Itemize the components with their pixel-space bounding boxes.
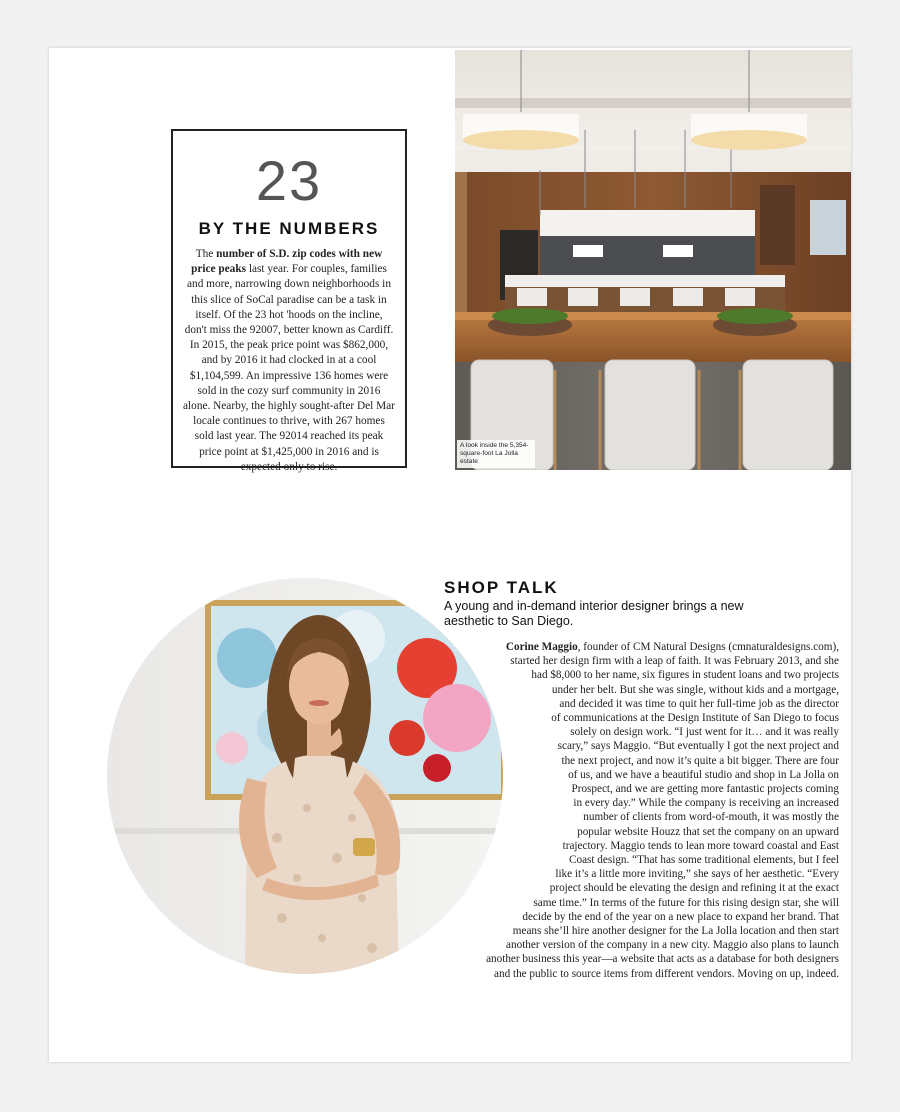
article-line: popular website Houzz that set the company on an upward xyxy=(577,825,839,838)
kitchen-illustration xyxy=(455,50,851,470)
shop-talk-subtitle: A young and in-demand interior designer brings a new aesthetic to San Diego. xyxy=(444,599,744,628)
numbers-lead-bold: number of S.D. zip codes with new price peaks xyxy=(191,248,383,276)
article-line: and the public to source items from different vendors. Moving on up, indeed. xyxy=(494,967,839,980)
article-line: number of clients from word-of-mouth, it was mostly the xyxy=(583,811,839,824)
photo-caption: A look inside the 5,354-square-foot La Jolla estate xyxy=(457,440,535,468)
article-line: like it’s a little more inviting,” she says of her aesthetic. “Every xyxy=(555,868,839,881)
article-line: trajectory. Maggio tends to lean more toward coastal and East xyxy=(562,839,839,852)
shop-talk-title: SHOP TALK xyxy=(444,578,559,597)
article-line: in every day.” While the company is receiving an increased xyxy=(573,797,839,810)
article-body xyxy=(439,640,839,981)
numbers-heading: BY THE NUMBERS xyxy=(198,219,380,238)
article-line: project should be elevating the design and refining it at the exact xyxy=(549,882,839,895)
numbers-body-rest: last year. For couples, families and more, narrowing down neighborhoods in this slice of SoCal paradise can be a task in itself. Of the 23 hot 'hoods on the incline, don't miss the 92007, better known as Cardiff. In 2015, the peak price point was $862,000, and by 2016 it had clocked in at a cool $1,104,599. An impressive 136 homes were sold in the cozy surf community in 2016 alone. Nearby, the highly sought-after Del Mar locale continues to thrive, with 267 homes sold last year. The 92014 reached its peak price point at $1,425,000 in 2016 and is expected only to rise. xyxy=(183,263,395,473)
article-line: solely on design work. “I just went for it… and it was really xyxy=(570,726,839,739)
article-line: another version of the company in a new city. Maggio also plans to launch xyxy=(506,939,839,952)
article-line xyxy=(439,640,839,654)
magazine-page xyxy=(49,48,851,1062)
article-line: another business this year—a website that acts as a database for both designers xyxy=(486,953,839,966)
article-line: means she’ll hire another designer for the La Jolla location and then start xyxy=(512,925,839,938)
article-line: of us, and we have a beautiful studio and shop in La Jolla on xyxy=(568,768,839,781)
article-line: same time.” In terms of the future for this rising design star, she will xyxy=(533,896,839,909)
lead-name: Corine Maggio xyxy=(505,641,578,653)
article-line: and decided it was time to quit her full-time job as the director xyxy=(559,697,839,710)
article-line: decide by the end of the year on a new place to expand her brand. That xyxy=(522,910,839,923)
article-line: under her belt. But she was single, without kids and a mortgage, xyxy=(551,683,839,696)
article-line: the next project, and now it’s quite a bit bigger. There are four xyxy=(561,754,839,767)
article-line: scary,” says Maggio. “But eventually I got the next project and xyxy=(557,740,839,753)
by-the-numbers-box xyxy=(171,129,407,473)
article-line: started her design firm with a leap of faith. It was February 2013, and she xyxy=(510,655,839,668)
numbers-body xyxy=(183,247,395,475)
article-line: had $8,000 to her name, six figures in student loans and two projects xyxy=(531,669,839,682)
article-line-text: , founder of CM Natural Designs (cmnaturaldesigns.com), xyxy=(577,641,839,653)
numbers-lead-pre: The xyxy=(195,248,217,260)
article-line: Coast design. “That has some traditional elements, but I feel xyxy=(569,854,839,867)
kitchen-photo xyxy=(455,50,851,470)
big-number: 23 xyxy=(255,149,323,212)
article-line: Prospect, and we are getting more fantastic projects coming xyxy=(571,783,839,796)
article-line: of communications at the Design Institute of San Diego to focus xyxy=(551,712,839,725)
